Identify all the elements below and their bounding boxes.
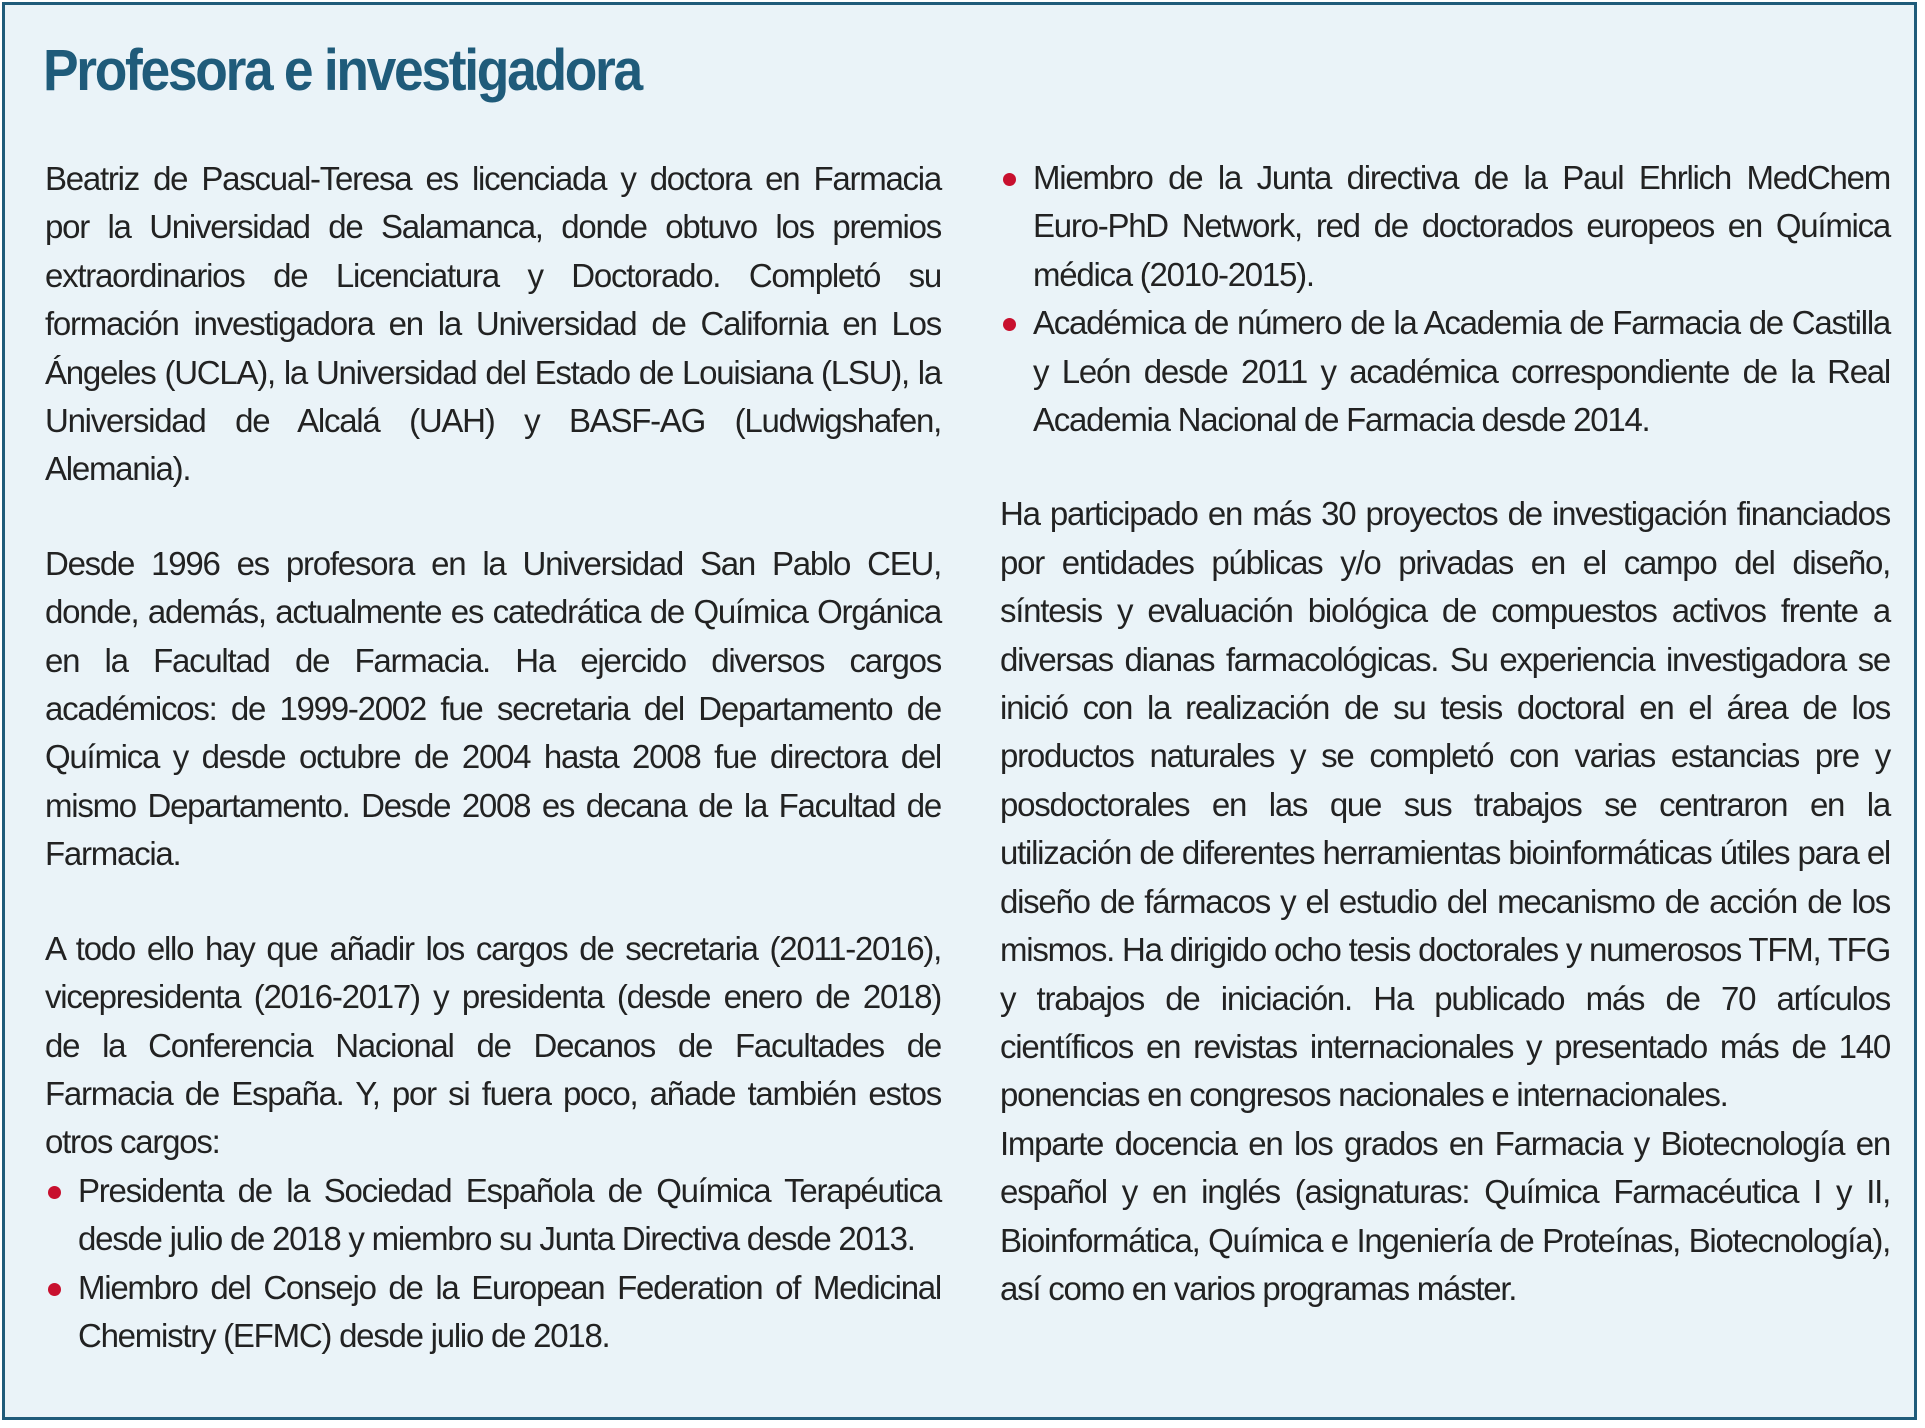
positions-list-left bbox=[45, 1167, 941, 1361]
bio-paragraph-positions: A todo ello hay que añadir los cargos de secretaria (2011-2016), vicepresidenta (2016-2017) y presidenta (desde enero de 2018) de la Conferencia Nacional de Decanos de Facultades de Farmacia de España. Y, por si fuera poco, añade también estos otros cargos: bbox=[45, 929, 941, 1161]
list-item: Académica de número de la Academia de Farmacia de Castilla y León desde 2011 y académica correspondiente de la Real Academia Nacional de Farmacia desde 2014. bbox=[1000, 299, 1890, 444]
bio-paragraph-education: Beatriz de Pascual-Teresa es licenciada y doctora en Farmacia por la Universidad de Salamanca, donde obtuvo los premios extraordinarios de Licenciatura y Doctorado. Completó su formación investigadora en la Universidad de California en Los Ángeles (UCLA), la Universidad del Estado de Louisiana (LSU), la Universidad de Alcalá (UAH) y BASF-AG (Ludwigshafen, Alemania). bbox=[45, 160, 941, 488]
list-item: Miembro del Consejo de la European Federation of Medicinal Chemistry (EFMC) desde julio de 2018. bbox=[45, 1264, 941, 1361]
right-column bbox=[1000, 154, 1890, 1313]
profile-box bbox=[2, 2, 1917, 1420]
bio-paragraph-career: Desde 1996 es profesora en la Universidad San Pablo CEU, donde, además, actualmente es catedrática de Química Orgánica en la Facultad de Farmacia. Ha ejercido diversos cargos académicos: de 1999-2002 fue secretaria del Departamento de Química y desde octubre de 2004 hasta 2008 fue directora del mismo Departamento. Desde 2008 es decana de la Facultad de Farmacia. bbox=[45, 544, 941, 873]
list-item: Miembro de la Junta directiva de la Paul Ehrlich MedChem Euro-PhD Network, red de doctorados europeos en Química médica (2010-2015). bbox=[1000, 154, 1890, 299]
bio-paragraph-teaching: Imparte docencia en los grados en Farmacia y Biotecnología en español y en inglés (asignaturas: Química Farmacéutica I y II, Bioinformática, Química e Ingeniería de Proteínas, Biotecnología), así como en varios programas máster. bbox=[1000, 1124, 1890, 1307]
left-column bbox=[45, 155, 941, 1360]
list-item: Presidenta de la Sociedad Española de Química Terapéutica desde julio de 2018 y miembro su Junta Directiva desde 2013. bbox=[45, 1167, 941, 1264]
box-title: Profesora e investigadora bbox=[43, 38, 641, 103]
positions-list-right bbox=[1000, 154, 1890, 444]
bio-paragraph-research: Ha participado en más 30 proyectos de investigación financiados por entidades públicas y/o privadas en el campo del diseño, síntesis y evaluación biológica de compuestos activos frente a diversas dianas farmacológicas. Su experiencia investigadora se inició con la realización de su tesis doctoral en el área de los productos naturales y se completó con varias estancias pre y posdoctorales en las que sus trabajos se centraron en la utilización de diferentes herramientas bioinformáticas útiles para el diseño de fármacos y el estudio del mecanismo de acción de los mismos. Ha dirigido ocho tesis doctorales y numerosos TFM, TFG y trabajos de iniciación. Ha publicado más de 70 artículos científicos en revistas internacionales y presentado más de 140 ponencias en congresos nacionales e internacionales. bbox=[1000, 495, 1890, 1114]
